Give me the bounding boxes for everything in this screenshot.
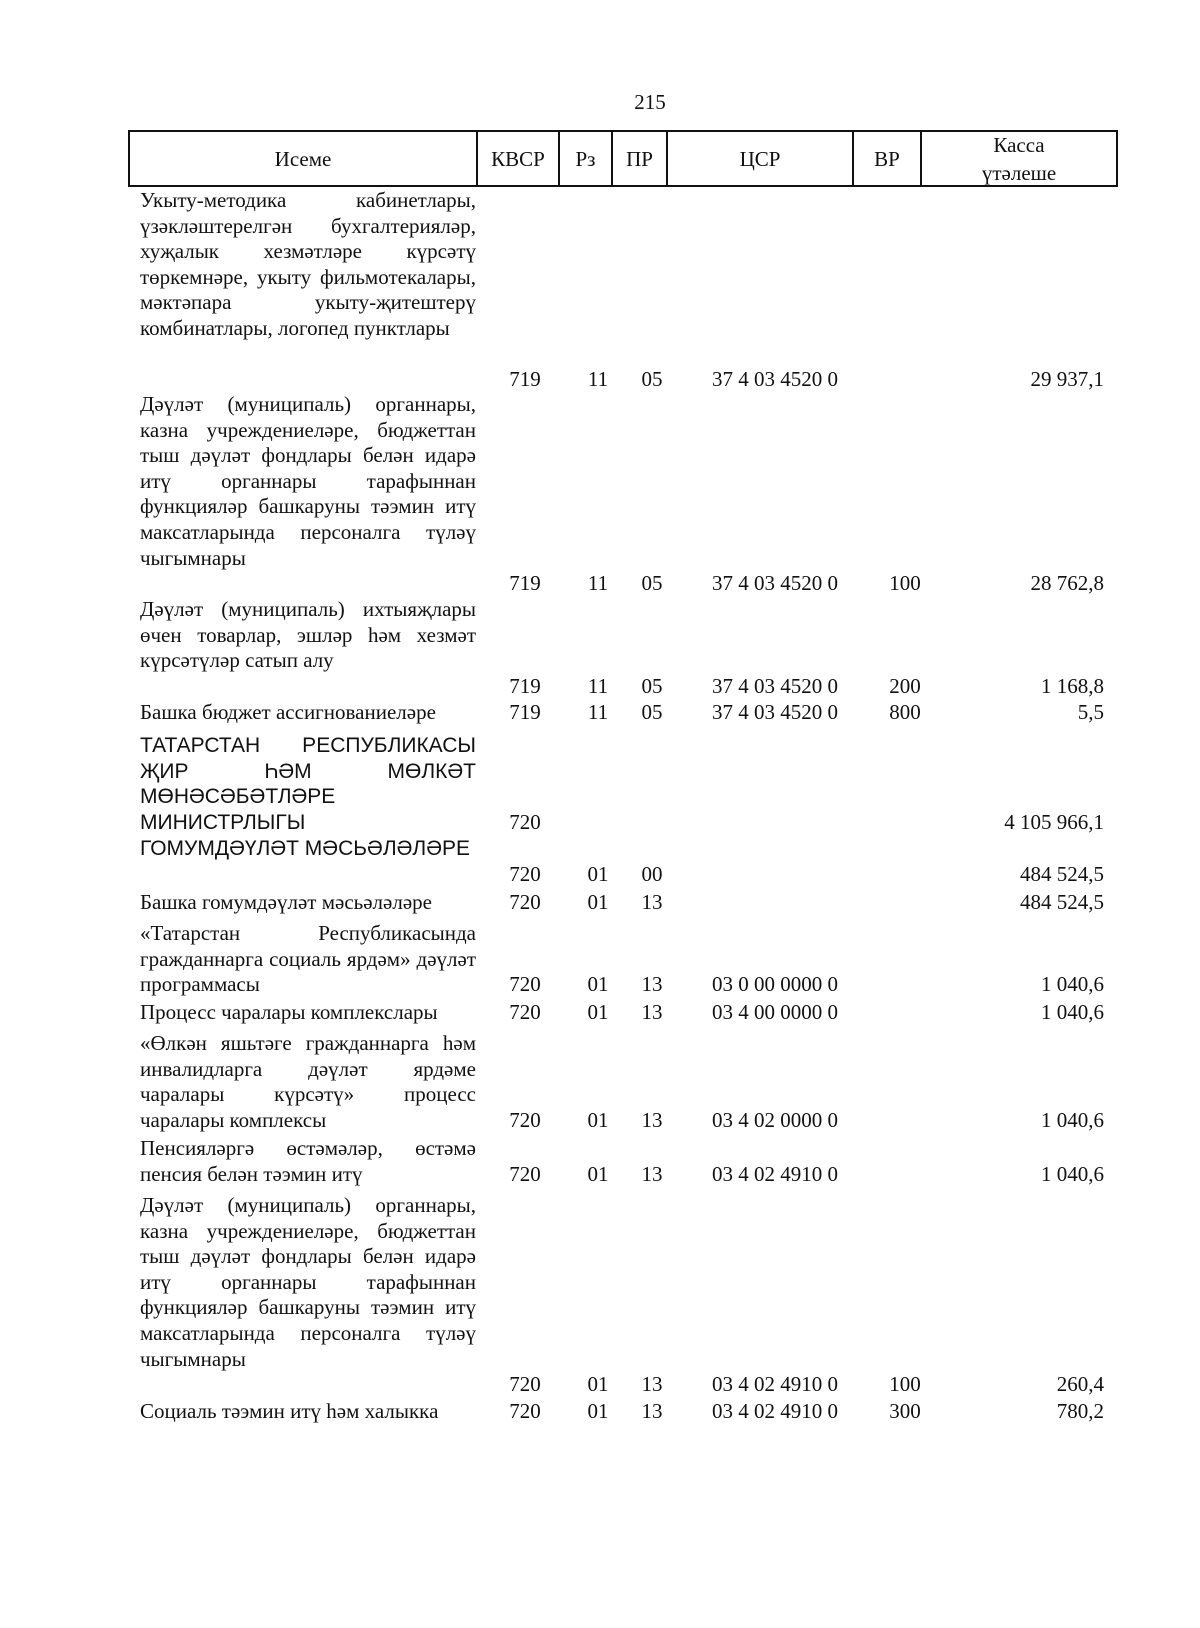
table-row: [0, 188, 1200, 393]
page-number: 215: [634, 90, 666, 114]
row-name: «Татарстан Республикасында гражданнарга социаль ярдәм» дәүләт программасы: [140, 921, 476, 997]
row-pr: 05: [641, 571, 663, 596]
row-name: ТАТАРСТАН РЕСПУБЛИКАСЫ ҖИР ҺӘМ МӨЛКӘТ МӨНӘСӘБӘТЛӘРЕ МИНИСТРЛЫГЫ: [140, 734, 476, 834]
row-rz: 11: [587, 700, 609, 724]
row-sum: 5,5: [1077, 700, 1104, 724]
row-pr: 13: [641, 1000, 663, 1024]
row-sum: 1 040,6: [1041, 1107, 1104, 1132]
row-name: Социаль тәэмин итү һәм халыкка: [140, 1399, 439, 1423]
row-pr: 05: [641, 367, 663, 392]
row-kvsr: 720: [509, 809, 541, 834]
header-sum-line1: Касса: [993, 132, 1045, 157]
row-sum: 29 937,1: [1030, 367, 1104, 392]
table-row: [0, 1193, 1200, 1398]
row-rz: 01: [587, 1372, 609, 1397]
header-vr: ВР: [852, 132, 920, 185]
row-rz: 01: [587, 890, 609, 914]
row-sum: 1 040,6: [1041, 972, 1104, 997]
row-rz: 01: [587, 1107, 609, 1132]
row-sum: 4 105 966,1: [1004, 809, 1104, 834]
row-pr: 13: [641, 1372, 663, 1397]
row-rz: 01: [587, 1000, 609, 1024]
row-kvsr: 720: [509, 890, 541, 914]
header-sum-line2: үтәлеше: [981, 160, 1057, 185]
row-kvsr: 719: [509, 700, 541, 724]
row-sum: 484 524,5: [1020, 861, 1104, 886]
row-pr: 00: [641, 861, 663, 886]
row-name: Процесс чаралары комплекслары: [140, 1000, 438, 1024]
table-row: [0, 1399, 1200, 1425]
row-name: Дәүләт (муниципаль) органнары, казна учреждениеләре, бюджеттан тыш дәүләт фондлары белән идарә итү органнары тарафыннан функцияләр башкаруны тәэмин итү максатларында персоналга түләү чыгымнары: [140, 1193, 476, 1371]
row-pr: 13: [641, 1161, 663, 1186]
row-name: Дәүләт (муниципаль) ихтыяҗлары өчен товарлар, эшләр һәм хезмәт күрсәтүләр сатып алу: [140, 597, 476, 673]
row-pr: 13: [641, 1399, 663, 1423]
row-csr: 03 4 02 4910 0: [712, 1161, 838, 1186]
row-vr: 800: [889, 700, 921, 724]
row-name: Укыту-методика кабинетлары, үзәкләштерелгән бухгалтерияләр, хуҗалык хезмәтләре күрсәтү төркемнәре, укыту фильмотекалары, мәктәпара укыту-җитештерү комбинатлары, логопед пунктлары: [140, 188, 476, 340]
row-csr: 03 0 00 0000 0: [712, 972, 838, 997]
row-kvsr: 720: [509, 1399, 541, 1423]
row-csr: 03 4 00 0000 0: [712, 1000, 838, 1024]
row-csr: 37 4 03 4520 0: [712, 700, 838, 724]
row-sum: 1 040,6: [1041, 1161, 1104, 1186]
row-vr: 100: [889, 571, 921, 596]
row-sum: 1 040,6: [1041, 1000, 1104, 1024]
table-row: [0, 700, 1200, 726]
row-kvsr: 720: [509, 1372, 541, 1397]
row-rz: 01: [587, 1399, 609, 1423]
row-kvsr: 720: [509, 1107, 541, 1132]
row-rz: 01: [587, 861, 609, 886]
row-kvsr: 719: [509, 673, 541, 698]
table-row: [0, 597, 1200, 699]
row-sum: 28 762,8: [1030, 571, 1104, 596]
row-sum: 260,4: [1056, 1372, 1104, 1397]
row-pr: 05: [641, 700, 663, 724]
table-row: [0, 1000, 1200, 1026]
header-rz: Рз: [558, 132, 611, 185]
row-rz: 11: [587, 571, 609, 596]
row-pr: 13: [641, 890, 663, 914]
header-csr: ЦСР: [666, 132, 852, 185]
table-row: [0, 1136, 1200, 1187]
header-name: Исеме: [274, 146, 332, 171]
row-kvsr: 720: [509, 1161, 541, 1186]
row-csr: 03 4 02 4910 0: [712, 1372, 838, 1397]
table-row: [0, 921, 1200, 998]
row-csr: 37 4 03 4520 0: [712, 571, 838, 596]
row-name: «Өлкән яшьтәге гражданнарга һәм инвалидларга дәүләт ярдәме чаралары күрсәтү» процесс чаралары комплексы: [140, 1031, 476, 1132]
row-name: Дәүләт (муниципаль) органнары, казна учреждениеләре, бюджеттан тыш дәүләт фондлары белән идарә итү органнары тарафыннан функцияләр башкаруны тәэмин итү максатларында персоналга түләү чыгымнары: [140, 392, 476, 570]
row-rz: 01: [587, 1161, 609, 1186]
header-pr: ПР: [611, 132, 666, 185]
row-sum: 484 524,5: [1020, 890, 1104, 914]
row-kvsr: 720: [509, 861, 541, 886]
row-pr: 13: [641, 1107, 663, 1132]
row-vr: 100: [889, 1372, 921, 1397]
row-csr: 03 4 02 4910 0: [712, 1399, 838, 1423]
row-name: Пенсияләргә өстәмәләр, өстәмә пенсия белән тәэмин итү: [140, 1136, 476, 1186]
row-vr: 200: [889, 673, 921, 698]
row-name: Башка гомумдәүләт мәсьәләләре: [140, 890, 432, 914]
row-csr: 37 4 03 4520 0: [712, 367, 838, 392]
row-csr: 03 4 02 0000 0: [712, 1107, 838, 1132]
row-sum: 1 168,8: [1041, 673, 1104, 698]
table-row: [0, 1031, 1200, 1133]
row-name: Башка бюджет ассигнованиеләре: [140, 700, 436, 724]
table-row: [0, 733, 1200, 835]
row-rz: 01: [587, 972, 609, 997]
row-sum: 780,2: [1056, 1399, 1104, 1423]
row-rz: 11: [587, 673, 609, 698]
header-kvsr: КВСР: [476, 132, 558, 185]
row-pr: 05: [641, 673, 663, 698]
row-kvsr: 720: [509, 1000, 541, 1024]
row-csr: 37 4 03 4520 0: [712, 673, 838, 698]
row-pr: 13: [641, 972, 663, 997]
row-vr: 300: [889, 1399, 921, 1423]
row-rz: 11: [587, 367, 609, 392]
table-row: [0, 392, 1200, 597]
row-kvsr: 719: [509, 571, 541, 596]
table-row: [0, 890, 1200, 916]
row-kvsr: 720: [509, 972, 541, 997]
table-row: [0, 836, 1200, 887]
row-name: ГОМУМДӘҮЛӘТ МӘСЬӘЛӘЛӘРЕ: [140, 837, 471, 860]
row-kvsr: 719: [509, 367, 541, 392]
